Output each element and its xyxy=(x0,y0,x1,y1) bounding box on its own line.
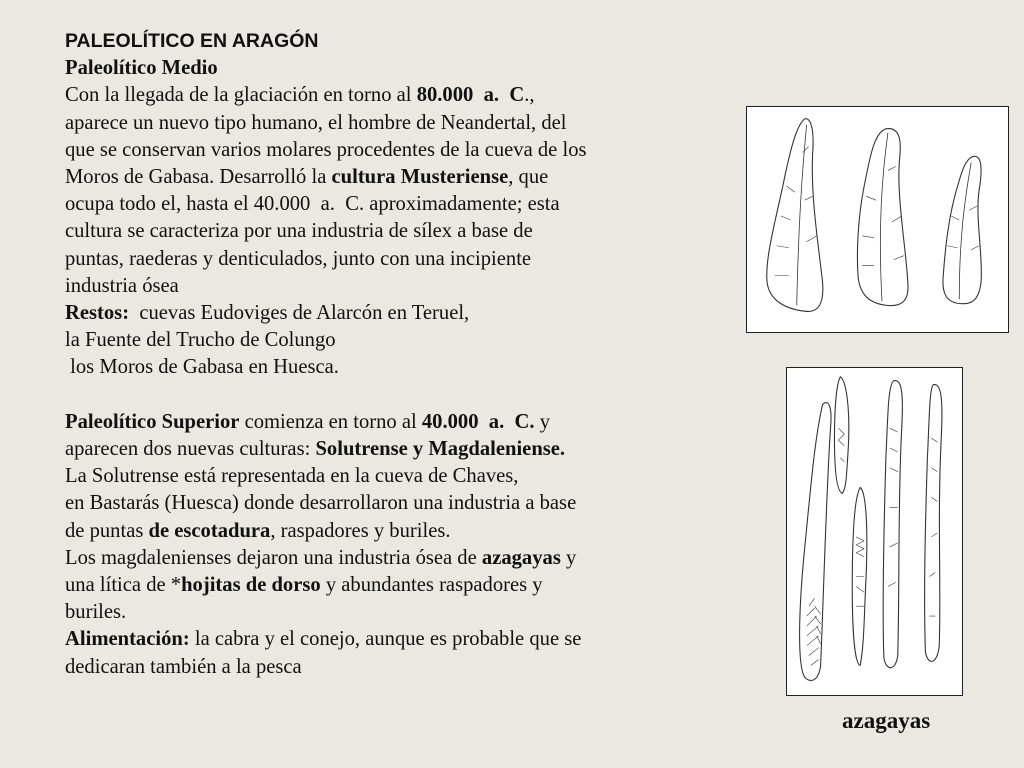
medio-line-6: cultura se caracteriza por una industria de sílex a base de xyxy=(65,220,533,243)
superior-line-6 xyxy=(65,545,705,572)
superior-line-8: buriles. xyxy=(65,601,127,624)
figure-caption-azagayas: azagayas xyxy=(842,708,931,733)
text-span: aparecen dos nuevas culturas: xyxy=(65,438,316,461)
restos-line-2: la Fuente del Trucho de Colungo xyxy=(65,329,336,352)
text-span: comienza en torno al xyxy=(239,410,422,433)
subtitle-paleolitico-medio xyxy=(65,55,705,82)
alimentacion-line-1 xyxy=(65,626,705,653)
bold-term: cultura Musteriense xyxy=(331,166,509,189)
restos-line-1 xyxy=(65,300,705,327)
text-span: y abundantes raspadores y xyxy=(320,574,543,597)
bold-term: Solutrense y Magdaleniense. xyxy=(315,438,566,461)
bold-date: 40.000 a. C. xyxy=(421,410,535,433)
superior-line-7 xyxy=(65,572,705,599)
alimentacion-line-2: dedicaran también a la pesca xyxy=(65,655,302,678)
azagayas-drawing xyxy=(787,368,962,695)
medio-line-4 xyxy=(65,164,705,191)
superior-line-5 xyxy=(65,518,705,545)
azagaya-point-4 xyxy=(883,381,902,668)
text-span: de puntas xyxy=(65,519,149,542)
text-span: Los magdalenienses dejaron una industria ósea de xyxy=(65,546,482,569)
slide-title: PALEOLÍTICO EN ARAGÓN xyxy=(65,30,319,52)
text-span: una lítica de * xyxy=(65,574,182,597)
text-span: Con la llegada de la glaciación en torno al xyxy=(65,84,417,107)
azagaya-point-5 xyxy=(925,385,942,662)
restos-line-3: los Moros de Gabasa en Huesca. xyxy=(65,356,339,379)
text-span: , que xyxy=(508,166,549,189)
azagayas-illustration xyxy=(786,367,963,696)
superior-line-3: La Solutrense está representada en la cueva de Chaves, xyxy=(65,465,519,488)
restos-label: Restos: xyxy=(65,302,130,325)
flint-blade-middle-ridge xyxy=(880,133,888,302)
text-span: cuevas Eudoviges de Alarcón en Teruel, xyxy=(129,302,470,325)
slide-text-block xyxy=(65,28,705,681)
medio-line-2: aparece un nuevo tipo humano, el hombre de Neandertal, del xyxy=(65,111,567,134)
text-span: y xyxy=(534,410,551,433)
bold-term: azagayas xyxy=(481,546,561,569)
text-span: y xyxy=(560,546,577,569)
medio-line-5: ocupa todo el, hasta el 40.000 a. C. aproximadamente; esta xyxy=(65,193,560,216)
bold-term: Paleolítico Superior xyxy=(65,410,240,433)
bold-term: de escotadura xyxy=(148,519,271,542)
text-span: ., xyxy=(524,84,535,107)
flint-blade-right-ridge xyxy=(959,163,971,300)
superior-line-4: en Bastarás (Huesca) donde desarrollaron una industria a base xyxy=(65,492,577,515)
subtitle-text: Paleolítico Medio xyxy=(65,57,218,80)
paragraph-spacer xyxy=(65,382,705,409)
flint-tools-illustration xyxy=(746,106,1009,333)
flint-blade-left-ridge xyxy=(797,125,807,305)
medio-line-1 xyxy=(65,82,705,109)
superior-line-2 xyxy=(65,436,705,463)
bold-term: hojitas de dorso xyxy=(181,574,321,597)
medio-line-3: que se conservan varios molares procedentes de la cueva de los xyxy=(65,138,587,161)
alimentacion-label: Alimentación: xyxy=(65,628,190,651)
text-span: la cabra y el conejo, aunque es probable que se xyxy=(189,628,582,651)
flint-tools-drawing xyxy=(747,107,1008,332)
text-span: , raspadores y buriles. xyxy=(270,519,451,542)
superior-line-1 xyxy=(65,409,705,436)
flint-blade-left xyxy=(767,119,823,312)
medio-line-7: puntas, raederas y denticulados, junto con una incipiente xyxy=(65,247,532,270)
azagaya-point-2 xyxy=(834,377,848,494)
text-span: Moros de Gabasa. Desarrolló la xyxy=(65,166,332,189)
medio-line-8: industria ósea xyxy=(65,274,179,297)
bold-date: 80.000 a. C xyxy=(416,84,525,107)
